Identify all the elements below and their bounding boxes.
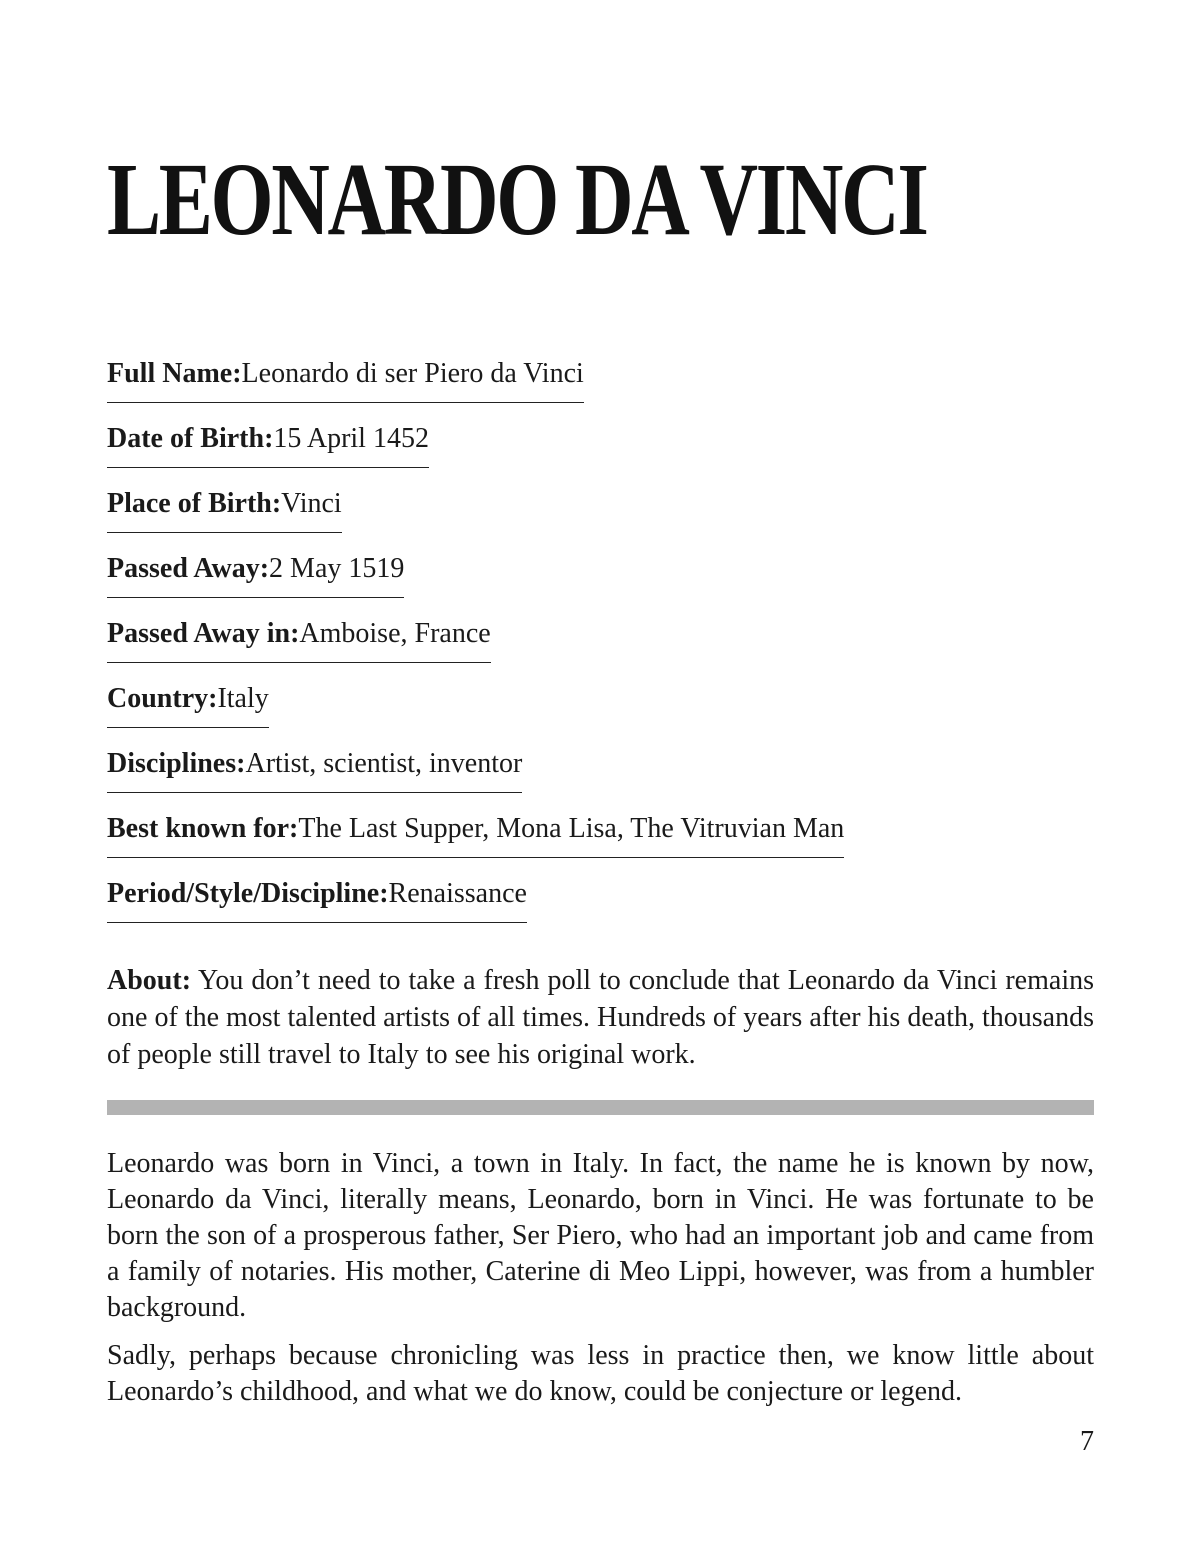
fact-country	[107, 681, 269, 728]
fact-full-name	[107, 356, 584, 403]
page-title: LEONARDO DA VINCI	[107, 142, 927, 257]
body-paragraph: Leonardo was born in Vinci, a town in Italy. In fact, the name he is known by now, Leonardo da Vinci, literally means, Leonardo, born in Vinci. He was fortunate to be born the son of a prosperous father, Ser Piero, who had an important job and came from a family of notaries. His mother, Caterine di Meo Lippi, however, was from a humbler background.	[107, 1148, 1094, 1323]
fact-label: Passed Away:	[107, 553, 270, 584]
about-label: About:	[107, 965, 192, 996]
fact-label: Best known for:	[107, 813, 299, 844]
fact-label: Period/Style/Discipline:	[107, 878, 389, 909]
fact-value: Artist, scientist, inventor	[245, 748, 523, 779]
about-text: You don’t need to take a fresh poll to conclude that Leonardo da Vinci remains one of the most talented artists of all times. Hundreds of years after his death, thousands of people still travel to Italy to see his original work.	[107, 965, 1094, 1070]
fact-label: Date of Birth:	[107, 423, 274, 454]
fact-label: Full Name:	[107, 358, 242, 389]
fact-disciplines	[107, 746, 522, 793]
fact-period-style	[107, 876, 527, 923]
fact-label: Place of Birth:	[107, 488, 282, 519]
fact-value: Renaissance	[388, 878, 527, 909]
fact-list	[107, 356, 1107, 941]
fact-value: 2 May 1519	[269, 553, 405, 584]
body-text	[107, 1146, 1094, 1422]
fact-value: Italy	[217, 683, 269, 714]
page-number: 7	[1080, 1426, 1094, 1457]
fact-value: 15 April 1452	[273, 423, 429, 454]
fact-date-of-birth	[107, 421, 429, 468]
fact-value: The Last Supper, Mona Lisa, The Vitruvian Man	[298, 813, 845, 844]
fact-value: Leonardo di ser Piero da Vinci	[241, 358, 584, 389]
fact-passed-away	[107, 551, 404, 598]
fact-passed-away-in	[107, 616, 491, 663]
fact-value: Amboise, France	[299, 618, 491, 649]
fact-label: Country:	[107, 683, 218, 714]
fact-label: Passed Away in:	[107, 618, 300, 649]
fact-best-known-for	[107, 811, 844, 858]
about-section	[107, 962, 1094, 1073]
fact-value: Vinci	[281, 488, 342, 519]
body-paragraph: Sadly, perhaps because chronicling was less in practice then, we know little about Leonardo’s childhood, and what we do know, could be conjecture or legend.	[107, 1340, 1094, 1407]
fact-label: Disciplines:	[107, 748, 246, 779]
fact-place-of-birth	[107, 486, 342, 533]
section-divider	[107, 1100, 1094, 1115]
